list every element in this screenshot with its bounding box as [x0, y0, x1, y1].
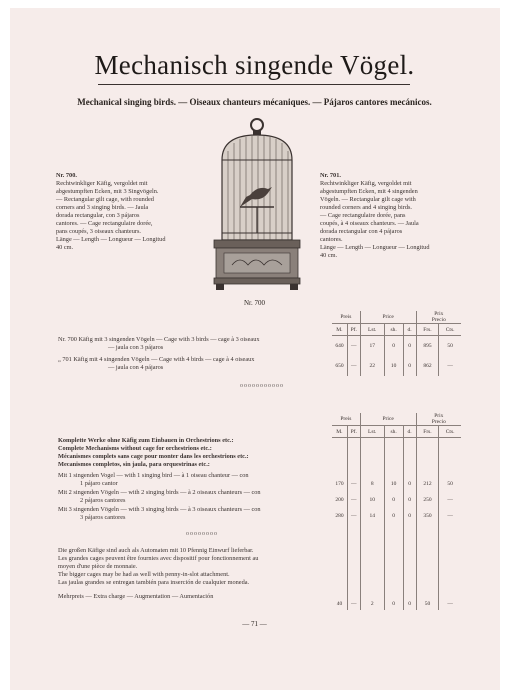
col-preis: Preis [340, 416, 352, 422]
desc-line: abgestumpften Ecken, mit 3 Singvögeln. [56, 188, 159, 195]
cell: 10 [384, 356, 403, 376]
title-rule [98, 84, 410, 85]
cell: — [439, 356, 461, 376]
cell: 212 [416, 476, 439, 492]
cell: — [347, 356, 360, 376]
cell: 250 [416, 492, 439, 508]
cell: 350 [416, 508, 439, 524]
col-price: Price [360, 413, 416, 426]
col-prix: Prix Precio [416, 311, 461, 324]
extra-charge-row: Mehrpreis — Extra charge — Augmentation — Aumentación [58, 593, 214, 600]
cell: — [347, 598, 360, 610]
desc-line: coupés, à 4 oiseaux chanteurs. — Jaula [320, 220, 419, 227]
heading-de: Komplette Werke ohne Käfig zum Einbauen in Orchestrions etc.: [58, 437, 234, 444]
desc-701-lines [320, 180, 460, 260]
note-de: Die großen Käfige sind auch als Automaten mit 10 Pfennig Einwurf lieferbar. [58, 547, 254, 554]
note-fr-2: moyen d'une pièce de monnaie. [58, 563, 138, 570]
h-sh: sh. [384, 426, 403, 438]
illustration-caption: Nr. 700 [244, 299, 265, 307]
desc-line: dorada rectangular, con 3 pájaros [56, 212, 140, 219]
h-pf: Pf. [347, 324, 360, 336]
cell: 895 [416, 336, 439, 356]
cell: 0 [403, 492, 416, 508]
h-lst: Lst. [360, 324, 384, 336]
cell: 0 [384, 336, 403, 356]
desc-line: — Rectangular gilt cage, with rounded [56, 196, 154, 203]
desc-line: Rechtwinkliger Käfig, vergoldet mit [320, 180, 412, 187]
cell: 40 [336, 600, 343, 607]
desc-line: cantores. [320, 236, 343, 243]
desc-700-lines [56, 180, 206, 252]
row-701: „ 701 Käfig mit 4 singenden Vögeln — Cage with 4 birds — cage à 4 oiseaux — jaula con 4 pájaros [58, 356, 255, 371]
row-3-birds: Mit 3 singenden Vögeln — with 3 singing birds — à 3 oiseaux chanteurs — con 3 pájaros cantores [58, 506, 261, 521]
cell: 8 [360, 476, 384, 492]
cell: — [439, 598, 461, 610]
desc-line: 40 cm. [320, 252, 338, 259]
cell: 17 [360, 336, 384, 356]
desc-line: cantores. — Cage rectangulaire dorée, [56, 220, 153, 227]
cell: 22 [360, 356, 384, 376]
cell: 0 [403, 336, 416, 356]
cell: — [347, 508, 360, 524]
heading-fr: Mécanismes complets sans cage pour monter dans les orchestrions etc.: [58, 453, 249, 460]
cell: — [347, 492, 360, 508]
cell: 650 [335, 362, 344, 369]
heading-en: Complete Mechanisms without cage for orchestrions etc.: [58, 445, 212, 452]
desc-line: 40 cm. [56, 244, 74, 251]
h-d: d. [403, 324, 416, 336]
cell: 0 [403, 598, 416, 610]
h-cts: Cts. [439, 324, 461, 336]
cell: — [439, 492, 461, 508]
cell: 0 [384, 598, 403, 610]
description-700 [56, 172, 206, 252]
h-pf: Pf. [347, 426, 360, 438]
cell: 50 [439, 476, 461, 492]
h-sh: sh. [384, 324, 403, 336]
cell: 10 [384, 476, 403, 492]
cell: 200 [335, 496, 344, 503]
desc-line: dorada rectangular con 4 pájaros [320, 228, 403, 235]
col-preis: Preis [340, 314, 352, 320]
bird-cage-illustration [210, 115, 305, 295]
h-frs: Frs. [416, 324, 439, 336]
cell: 862 [416, 356, 439, 376]
desc-line: Vögeln. — Rectangular gilt cage with [320, 196, 416, 203]
description-701 [320, 172, 460, 260]
col-price: Price [360, 311, 416, 324]
cell: — [347, 476, 360, 492]
row-2-birds: Mit 2 singenden Vögeln — with 2 singing birds — à 2 oiseaux chanteurs — con 2 pájaros cantores [58, 489, 261, 504]
desc-line: corners and 3 singing birds. — Jaula [56, 204, 149, 211]
cell: 0 [403, 476, 416, 492]
cell: — [439, 508, 461, 524]
mechanisms-heading [58, 437, 249, 469]
separator: ooooooooooo [240, 383, 284, 389]
cell: 10 [360, 492, 384, 508]
desc-line: Länge — Length — Longueur — Longitud [320, 244, 430, 251]
note-en: The bigger cages may be had as well with penny-in-slot attachment. [58, 571, 230, 578]
row-1-bird: Mit 1 singenden Vogel — with 1 singing bird — à 1 oiseau chanteur — con 1 pájaro cantor [58, 472, 249, 487]
page-title: Mechanisch singende Vögel. [94, 50, 415, 80]
price-table-bottom [332, 413, 461, 610]
desc-700-nr: Nr. 700. [56, 172, 77, 179]
note-es: Las jaulas grandes se entregan también para inserción de cualquier moneda. [58, 579, 250, 586]
desc-701-nr: Nr. 701. [320, 172, 341, 179]
desc-line: rounded corners and 4 singing birds. [320, 204, 412, 211]
h-m: M. [336, 428, 343, 435]
page-subtitle: Mechanical singing birds. — Oiseaux chanteurs mécaniques. — Pájaros cantores mecánicos. [77, 97, 432, 107]
row-700: Nr. 700 Käfig mit 3 singenden Vögeln — Cage with 3 birds — cage à 3 oiseaux — jaula con 3 pájaros [58, 336, 260, 351]
cell: 50 [439, 336, 461, 356]
h-cts: Cts. [439, 426, 461, 438]
cell: 0 [384, 508, 403, 524]
h-frs: Frs. [416, 426, 439, 438]
desc-line: — Cage rectangulaire dorée, pans [320, 212, 406, 219]
cell: 14 [360, 508, 384, 524]
separator-2: oooooooo [186, 531, 218, 537]
note-fr-1: Les grandes cages peuvent être fournies avec dispositif pour fonctionnement au [58, 555, 259, 562]
cell: 280 [335, 512, 344, 519]
cell: — [347, 336, 360, 356]
cell: 0 [403, 508, 416, 524]
cell: 0 [384, 492, 403, 508]
cell: 0 [403, 356, 416, 376]
cell: 2 [360, 598, 384, 610]
h-m: M. [336, 326, 343, 333]
h-d: d. [403, 426, 416, 438]
page-number: — 71 — [242, 620, 267, 628]
price-table-top [332, 311, 461, 376]
heading-es: Mecanismos completos, sin jaula, para orquestrinas etc.: [58, 461, 210, 468]
h-lst: Lst. [360, 426, 384, 438]
col-prix: Prix Precio [416, 413, 461, 426]
cell: 170 [335, 480, 344, 487]
desc-line: abgestumpften Ecken, mit 4 singenden [320, 188, 418, 195]
notes-block [58, 547, 258, 587]
cell: 50 [416, 598, 439, 610]
cell: 640 [335, 342, 344, 349]
desc-line: pans coupés, 3 oiseaux chanteurs. [56, 228, 141, 235]
desc-line: Länge — Length — Longueur — Longitud [56, 236, 166, 243]
desc-line: Rechtwinkliger Käfig, vergoldet mit [56, 180, 148, 187]
